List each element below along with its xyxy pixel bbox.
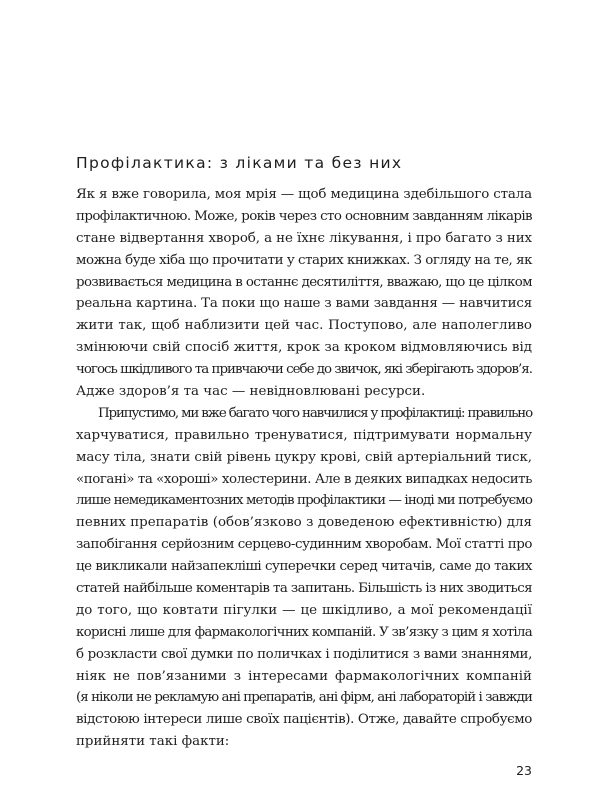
text-line: «погані» та «хороші» холестерини. Але в деяких випадках недосить (76, 471, 532, 487)
text-line: стане відвертання хвороб, а не їхнє лікування, і про багато з них (76, 230, 532, 246)
text-line: прийняти такі факти: (76, 734, 230, 750)
text-line: певних препаратів (обов’язково з доведеною ефективністю) для (76, 515, 532, 531)
text-line: реальна картина. Та поки що наше з вами завдання — навчитися (76, 296, 532, 312)
text-line: це викликали найзапекліші суперечки серед читачів, саме до таких (76, 559, 532, 575)
section-title: Профілактика: з ліками та без них (76, 154, 403, 172)
text-line: можна буде хіба що прочитати у старих книжках. З огляду на те, як (76, 252, 532, 268)
text-line: змінюючи свій спосіб життя, крок за кроком відмовляючись від (76, 340, 532, 356)
text-line: лише немедикаментозних методів профілактики — іноді ми потребуємо (76, 493, 532, 509)
text-line: Як я вже говорила, моя мрія — щоб медицина здебільшого стала (76, 187, 532, 202)
text-line: запобігання серйозним серцево-судинним хворобам. Мої статті про (76, 537, 532, 553)
text-line: (я ніколи не рекламую ані препаратів, ані фірм, ані лабораторій і завжди (76, 690, 532, 706)
text-line: відстоюю інтереси лише своїх пацієнтів). Отже, давайте спробуємо (76, 712, 532, 728)
text-line: статей найбільше коментарів та запитань. Більшість із них зводиться (76, 581, 532, 597)
text-line: розвивається медицина в останнє десятиліття, вважаю, що це цілком (76, 274, 532, 290)
text-line: ніяк не пов’язаними з інтересами фармакологічних компаній (76, 668, 532, 684)
paragraph-2 (76, 403, 532, 753)
text-line: корисні лише для фармакологічних компаній. У зв’язку з цим я хотіла (76, 624, 532, 640)
text-line: чогось шкідливого та привчаючи себе до звичок, які зберігають здоров’я. (76, 362, 532, 378)
paragraph-1 (76, 184, 532, 403)
text-line: харчуватися, правильно тренуватися, підтримувати нормальну (76, 427, 532, 443)
page-number: 23 (516, 763, 532, 778)
body-text (76, 184, 532, 753)
text-line: Припустимо, ми вже багато чого навчилися у профілактиці: правильно (98, 405, 532, 421)
text-line: масу тіла, знати свій рівень цукру крові, свій артеріальний тиск, (76, 449, 532, 465)
text-line: до того, що ковтати пігулки — це шкідливо, а мої рекомендації (76, 602, 532, 618)
text-line: жити так, щоб наблизити цей час. Поступово, але наполегливо (76, 318, 532, 334)
text-line: б розкласти свої думки по поличках і поділитися з вами знаннями, (76, 646, 532, 662)
text-line: профілактичною. Може, років через сто основним завданням лікарів (76, 208, 532, 224)
text-line: Адже здоров’я та час — невідновлювані ресурси. (76, 384, 426, 400)
